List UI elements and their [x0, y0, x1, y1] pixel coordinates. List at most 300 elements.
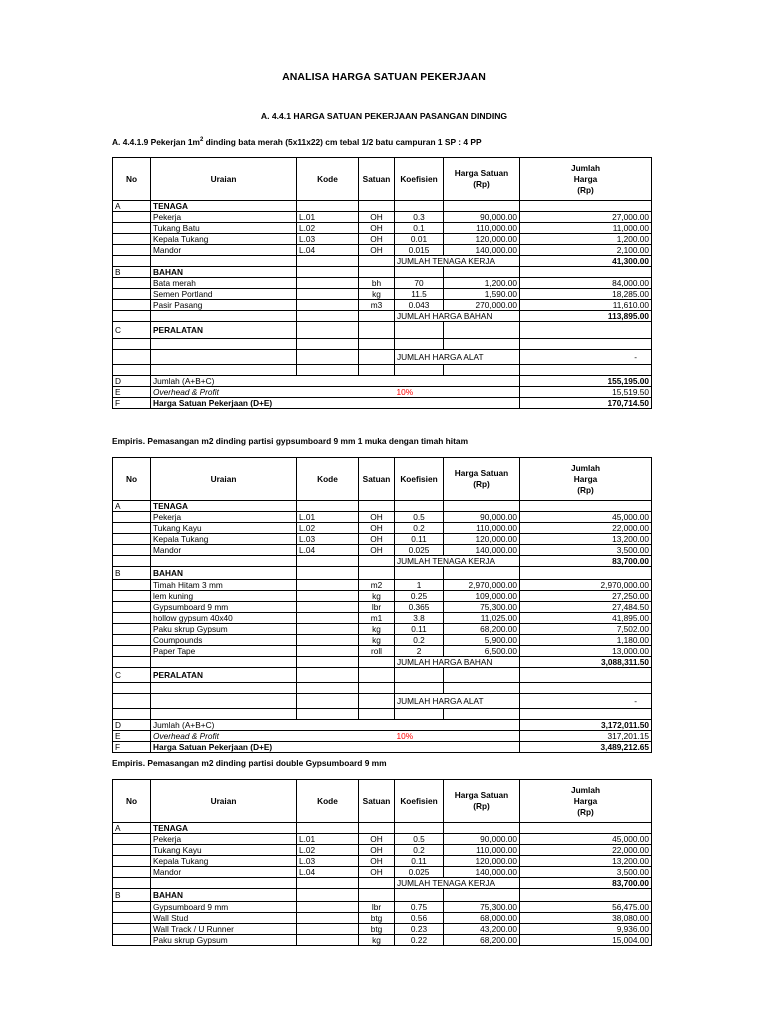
col-kode: Kode [297, 780, 359, 823]
table-cell: A [113, 501, 151, 512]
table-row [113, 924, 652, 935]
table-cell: JUMLAH HARGA BAHAN [395, 311, 520, 322]
table-header [113, 458, 652, 501]
table-row [113, 602, 652, 613]
col-uraian: Uraian [151, 158, 297, 201]
table-row [113, 834, 652, 845]
subtotal-row-alat [113, 350, 652, 365]
table-cell: 1,590.00 [444, 289, 520, 300]
table-cell: 3,088,311.50 [520, 657, 652, 668]
empty-cell [113, 845, 151, 856]
table-cell: Overhead & Profit [151, 731, 395, 742]
table-cell: 1 [395, 580, 444, 591]
table-row [113, 512, 652, 523]
table-cell: E [113, 731, 151, 742]
empty-cell [444, 567, 520, 580]
table3-caption: Empiris. Pemasangan m2 dinding partisi double Gypsumboard 9 mm [112, 758, 387, 768]
table-cell: 140,000.00 [444, 245, 520, 256]
table-cell: 27,250.00 [520, 591, 652, 602]
table-cell: Mandor [151, 545, 297, 556]
table-cell: 11,610.00 [520, 300, 652, 311]
empty-cell [359, 501, 395, 512]
table-cell: JUMLAH TENAGA KERJA [395, 556, 520, 567]
table-cell: Paku skrup Gypsum [151, 935, 297, 946]
table-cell: Wall Track / U Runner [151, 924, 297, 935]
empty-cell [520, 267, 652, 278]
table-cell: Wall Stud [151, 913, 297, 924]
summary-row-f [113, 742, 652, 753]
summary-row-e [113, 731, 652, 742]
table-cell: 83,700.00 [520, 556, 652, 567]
col-harga-satuan: Harga Satuan (Rp) [444, 458, 520, 501]
table-cell: TENAGA [151, 201, 297, 212]
section-title: A. 4.4.1 HARGA SATUAN PEKERJAAN PASANGAN DINDING [260, 111, 508, 121]
table-cell: 0.23 [395, 924, 444, 935]
table-cell: 170,714.50 [520, 398, 652, 409]
table-cell: 3,172,011.50 [520, 720, 652, 731]
empty-cell [444, 339, 520, 350]
table-cell: 120,000.00 [444, 856, 520, 867]
empty-cell [297, 501, 359, 512]
subtotal-row-bahan [113, 311, 652, 322]
empty-cell [297, 267, 359, 278]
empty-cell [113, 694, 151, 709]
empty-cell [395, 267, 444, 278]
empty-cell [444, 501, 520, 512]
table-cell: 11,025.00 [444, 613, 520, 624]
table-cell: OH [359, 545, 395, 556]
table-cell: 0.11 [395, 856, 444, 867]
table-cell: Gypsumboard 9 mm [151, 602, 297, 613]
empty-cell [297, 339, 359, 350]
spacer-row [113, 709, 652, 720]
table-cell: OH [359, 212, 395, 223]
analysis-table-1 [112, 157, 652, 409]
table-cell: 3,500.00 [520, 867, 652, 878]
table-row [113, 624, 652, 635]
table-cell: kg [359, 624, 395, 635]
table-cell: 27,484.50 [520, 602, 652, 613]
table-cell: Pekerja [151, 512, 297, 523]
empty-cell [520, 567, 652, 580]
table-row [113, 223, 652, 234]
table-cell: 0.56 [395, 913, 444, 924]
group-row-tenaga [113, 201, 652, 212]
table-cell: lbr [359, 902, 395, 913]
empty-cell [359, 556, 395, 567]
empty-cell [113, 924, 151, 935]
table-cell: btg [359, 924, 395, 935]
table-cell: Timah Hitam 3 mm [151, 580, 297, 591]
empty-cell [113, 646, 151, 657]
table-row [113, 245, 652, 256]
table-cell: Tukang Kayu [151, 845, 297, 856]
table-cell: C [113, 322, 151, 339]
empty-cell [297, 613, 359, 624]
subtotal-row-tenaga [113, 256, 652, 267]
table-cell: TENAGA [151, 823, 297, 834]
table-row [113, 580, 652, 591]
table-cell: 13,200.00 [520, 856, 652, 867]
empty-cell [395, 365, 444, 376]
empty-cell [359, 709, 395, 720]
table-cell: 22,000.00 [520, 523, 652, 534]
table-cell: L.02 [297, 845, 359, 856]
table-cell: 270,000.00 [444, 300, 520, 311]
table-cell: 0.2 [395, 845, 444, 856]
empty-cell [297, 635, 359, 646]
table-header [113, 158, 652, 201]
empty-cell [113, 657, 151, 668]
table-cell: 15,519.50 [520, 387, 652, 398]
empty-cell [151, 311, 297, 322]
empty-cell [151, 657, 297, 668]
table-cell: 2 [395, 646, 444, 657]
group-row-bahan [113, 567, 652, 580]
table-cell: 120,000.00 [444, 534, 520, 545]
col-no: No [113, 780, 151, 823]
empty-cell [297, 646, 359, 657]
table-cell: 1,200.00 [520, 234, 652, 245]
table-cell: - [520, 350, 652, 365]
table-cell: Harga Satuan Pekerjaan (D+E) [151, 742, 520, 753]
group-row-tenaga [113, 501, 652, 512]
empty-cell [359, 823, 395, 834]
table-cell: A [113, 823, 151, 834]
empty-cell [297, 709, 359, 720]
group-row-peralatan [113, 322, 652, 339]
table-cell: Kepala Tukang [151, 856, 297, 867]
table-cell: OH [359, 223, 395, 234]
table-cell: btg [359, 913, 395, 924]
empty-cell [113, 556, 151, 567]
table-row [113, 646, 652, 657]
empty-cell [113, 856, 151, 867]
empty-cell [297, 878, 359, 889]
table-cell: 3,489,212.65 [520, 742, 652, 753]
table-row [113, 856, 652, 867]
col-kode: Kode [297, 158, 359, 201]
col-no: No [113, 158, 151, 201]
table-row [113, 300, 652, 311]
empty-cell [113, 902, 151, 913]
empty-cell [444, 365, 520, 376]
table-cell: L.02 [297, 223, 359, 234]
empty-cell [113, 223, 151, 234]
empty-cell [359, 694, 395, 709]
empty-cell [297, 668, 359, 683]
table-cell: PERALATAN [151, 668, 297, 683]
table-cell: lbr [359, 602, 395, 613]
col-uraian: Uraian [151, 458, 297, 501]
empty-cell [520, 889, 652, 902]
table-cell: 3.8 [395, 613, 444, 624]
table-cell: L.01 [297, 834, 359, 845]
empty-cell [113, 300, 151, 311]
table-cell: 140,000.00 [444, 867, 520, 878]
summary-row-f [113, 398, 652, 409]
table-cell: 0.01 [395, 234, 444, 245]
empty-cell [297, 322, 359, 339]
empty-cell [151, 878, 297, 889]
empty-cell [297, 311, 359, 322]
empty-cell [359, 339, 395, 350]
table-cell: 2,970,000.00 [520, 580, 652, 591]
table-cell: Harga Satuan Pekerjaan (D+E) [151, 398, 520, 409]
empty-cell [444, 709, 520, 720]
table-cell: kg [359, 289, 395, 300]
table-cell: 2,100.00 [520, 245, 652, 256]
table2-caption: Empiris. Pemasangan m2 dinding partisi gypsumboard 9 mm 1 muka dengan timah hitam [112, 436, 469, 446]
table-row [113, 635, 652, 646]
table-cell: 7,502.00 [520, 624, 652, 635]
table-row [113, 545, 652, 556]
empty-cell [297, 889, 359, 902]
table-row [113, 935, 652, 946]
col-koefisien: Koefisien [395, 458, 444, 501]
empty-cell [151, 694, 297, 709]
table-cell: Kepala Tukang [151, 534, 297, 545]
col-jumlah-harga: Jumlah Harga (Rp) [520, 458, 652, 501]
empty-cell [520, 501, 652, 512]
table-cell: JUMLAH HARGA ALAT [395, 350, 520, 365]
table-row [113, 591, 652, 602]
empty-cell [113, 602, 151, 613]
table-cell: Bata merah [151, 278, 297, 289]
subtotal-row-tenaga [113, 556, 652, 567]
empty-cell [395, 683, 444, 694]
empty-cell [520, 201, 652, 212]
col-jumlah-harga: Jumlah Harga (Rp) [520, 780, 652, 823]
table-cell: 0.015 [395, 245, 444, 256]
empty-cell [297, 278, 359, 289]
col-koefisien: Koefisien [395, 780, 444, 823]
empty-cell [113, 245, 151, 256]
table-cell: 1,200.00 [444, 278, 520, 289]
table-cell: kg [359, 591, 395, 602]
col-uraian: Uraian [151, 780, 297, 823]
table-cell: OH [359, 234, 395, 245]
empty-cell [359, 878, 395, 889]
empty-cell [113, 867, 151, 878]
subtotal-row-alat [113, 694, 652, 709]
table-cell: L.01 [297, 212, 359, 223]
empty-cell [113, 523, 151, 534]
table-cell: C [113, 668, 151, 683]
table-cell: lem kuning [151, 591, 297, 602]
empty-cell [297, 350, 359, 365]
empty-cell [297, 602, 359, 613]
empty-cell [359, 657, 395, 668]
table-cell: 83,700.00 [520, 878, 652, 889]
empty-cell [359, 322, 395, 339]
table-cell: PERALATAN [151, 322, 297, 339]
table-cell: 75,300.00 [444, 602, 520, 613]
table-cell: 10% [395, 731, 520, 742]
table-cell: 140,000.00 [444, 545, 520, 556]
summary-row-d [113, 720, 652, 731]
table-cell: 45,000.00 [520, 512, 652, 523]
table-cell: 0.3 [395, 212, 444, 223]
empty-cell [444, 201, 520, 212]
empty-cell [297, 935, 359, 946]
table-cell: 10% [395, 387, 520, 398]
empty-cell [359, 267, 395, 278]
empty-cell [297, 556, 359, 567]
table-cell: 109,000.00 [444, 591, 520, 602]
table-cell: Jumlah (A+B+C) [151, 720, 520, 731]
table-cell: 0.5 [395, 834, 444, 845]
empty-cell [395, 889, 444, 902]
table-cell: L.04 [297, 245, 359, 256]
summary-row-e [113, 387, 652, 398]
table-cell: 84,000.00 [520, 278, 652, 289]
table-cell: B [113, 267, 151, 278]
table-cell: 27,000.00 [520, 212, 652, 223]
spacer-row [113, 365, 652, 376]
table-cell: OH [359, 834, 395, 845]
table-cell: JUMLAH TENAGA KERJA [395, 256, 520, 267]
empty-cell [113, 512, 151, 523]
table-row [113, 523, 652, 534]
table-header [113, 780, 652, 823]
col-jumlah-harga: Jumlah Harga (Rp) [520, 158, 652, 201]
empty-cell [113, 234, 151, 245]
table-cell: B [113, 889, 151, 902]
table-cell: m2 [359, 580, 395, 591]
empty-cell [151, 339, 297, 350]
table-cell: - [520, 694, 652, 709]
table-cell: 70 [395, 278, 444, 289]
table-cell: Coumpounds [151, 635, 297, 646]
empty-cell [297, 300, 359, 311]
table-cell: 1,180.00 [520, 635, 652, 646]
empty-cell [297, 201, 359, 212]
empty-cell [297, 567, 359, 580]
table-cell: 3,500.00 [520, 545, 652, 556]
empty-cell [395, 201, 444, 212]
table-cell: kg [359, 635, 395, 646]
col-no: No [113, 458, 151, 501]
table-cell: Mandor [151, 245, 297, 256]
subtotal-row-bahan [113, 657, 652, 668]
table-cell: L.03 [297, 234, 359, 245]
table-cell: OH [359, 845, 395, 856]
table-cell: OH [359, 856, 395, 867]
empty-cell [297, 924, 359, 935]
table-cell: 120,000.00 [444, 234, 520, 245]
table-cell: 11,000.00 [520, 223, 652, 234]
empty-cell [359, 350, 395, 365]
table-cell: 68,200.00 [444, 935, 520, 946]
table-cell: Semen Portland [151, 289, 297, 300]
table-cell: 0.11 [395, 534, 444, 545]
table-cell: 90,000.00 [444, 512, 520, 523]
table-cell: TENAGA [151, 501, 297, 512]
empty-cell [520, 683, 652, 694]
table-cell: Pekerja [151, 212, 297, 223]
table-cell: 90,000.00 [444, 212, 520, 223]
table-cell: OH [359, 534, 395, 545]
empty-cell [113, 683, 151, 694]
table-cell: 0.75 [395, 902, 444, 913]
empty-cell [151, 556, 297, 567]
table-cell: Jumlah (A+B+C) [151, 376, 520, 387]
table-cell: D [113, 376, 151, 387]
table-cell: 43,200.00 [444, 924, 520, 935]
empty-cell [520, 668, 652, 683]
table-cell: 90,000.00 [444, 834, 520, 845]
table-cell: roll [359, 646, 395, 657]
empty-cell [297, 913, 359, 924]
empty-cell [151, 350, 297, 365]
table-cell: Paku skrup Gypsum [151, 624, 297, 635]
col-satuan: Satuan [359, 780, 395, 823]
table-cell: 18,285.00 [520, 289, 652, 300]
table-cell: E [113, 387, 151, 398]
empty-cell [113, 591, 151, 602]
table-cell: Pekerja [151, 834, 297, 845]
empty-cell [520, 823, 652, 834]
table-cell: 0.365 [395, 602, 444, 613]
table-cell: 38,080.00 [520, 913, 652, 924]
table-cell: 0.1 [395, 223, 444, 234]
table-cell: A [113, 201, 151, 212]
table-cell: 9,936.00 [520, 924, 652, 935]
empty-cell [113, 278, 151, 289]
table-row [113, 913, 652, 924]
table-row [113, 234, 652, 245]
table-cell: 0.2 [395, 635, 444, 646]
analysis-table-3 [112, 779, 652, 946]
document-title: ANALISA HARGA SATUAN PEKERJAAN [282, 71, 486, 83]
empty-cell [113, 212, 151, 223]
table-cell: L.03 [297, 534, 359, 545]
empty-cell [297, 823, 359, 834]
group-row-tenaga [113, 823, 652, 834]
empty-cell [297, 624, 359, 635]
table-cell: 0.25 [395, 591, 444, 602]
table-cell: L.01 [297, 512, 359, 523]
table-cell: 0.025 [395, 867, 444, 878]
analysis-table-2 [112, 457, 652, 753]
empty-cell [444, 322, 520, 339]
group-row-bahan [113, 889, 652, 902]
table-row [113, 902, 652, 913]
empty-cell [297, 694, 359, 709]
table-row [113, 289, 652, 300]
table-cell: kg [359, 935, 395, 946]
empty-cell [113, 878, 151, 889]
empty-cell [395, 823, 444, 834]
empty-cell [444, 267, 520, 278]
table-cell: 13,000.00 [520, 646, 652, 657]
table-cell: BAHAN [151, 267, 297, 278]
empty-cell [113, 635, 151, 646]
table-cell: 15,004.00 [520, 935, 652, 946]
col-satuan: Satuan [359, 158, 395, 201]
empty-cell [297, 683, 359, 694]
empty-cell [520, 709, 652, 720]
empty-cell [113, 289, 151, 300]
table-cell: OH [359, 512, 395, 523]
empty-cell [359, 683, 395, 694]
empty-cell [520, 365, 652, 376]
table-row [113, 613, 652, 624]
table-cell: 110,000.00 [444, 223, 520, 234]
table-cell: F [113, 398, 151, 409]
group-row-bahan [113, 267, 652, 278]
